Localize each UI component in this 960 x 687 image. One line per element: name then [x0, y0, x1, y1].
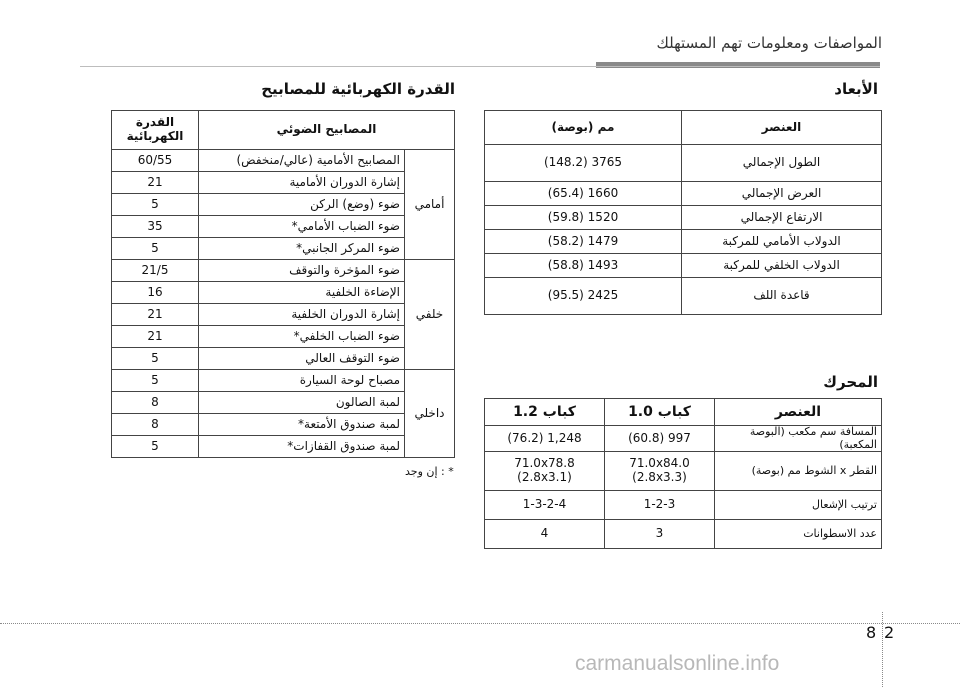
section-number: 2 [884, 623, 895, 642]
bulb-wattage: 8 [112, 414, 199, 436]
bulb-name: إشارة الدوران الخلفية [199, 304, 405, 326]
engine-spec-label: عدد الاسطوانات [715, 520, 882, 549]
engine-title: المحرك [823, 373, 878, 391]
dimension-value: 1520 (59.8) [485, 206, 682, 230]
dimension-value: 1493 (58.8) [485, 254, 682, 278]
table-row [485, 278, 882, 315]
table-row [112, 348, 455, 370]
footer-rule [0, 623, 960, 625]
bulb-wattage: 5 [112, 348, 199, 370]
watermark: carmanualsonline.info [575, 652, 780, 675]
bulbs-body [112, 111, 455, 458]
dimension-value: 2425 (95.5) [485, 278, 682, 315]
engine-table [484, 398, 882, 549]
header-bar [596, 62, 880, 68]
table-row [485, 145, 882, 182]
bulbs-title: القدرة الكهربائية للمصابيح [261, 80, 455, 98]
bulb-wattage: 21/5 [112, 260, 199, 282]
bulb-name: المصابيح الأمامية (عالي/منخفض) [199, 150, 405, 172]
bulb-name: لمبة صندوق الأمتعة* [199, 414, 405, 436]
engine-spec-value-a: 997 (60.8) [605, 426, 715, 452]
table-row [112, 216, 455, 238]
bulb-wattage-table [111, 110, 455, 458]
engine-spec-value-a: 1-2-3 [605, 491, 715, 520]
dimension-value: 1660 (65.4) [485, 182, 682, 206]
bulb-name: ضوء الضباب الخلفي* [199, 326, 405, 348]
bulb-wattage: 21 [112, 326, 199, 348]
bulb-group-label: أمامي [405, 150, 455, 260]
table-row [485, 206, 882, 230]
dims-col-item: العنصر [682, 111, 882, 145]
table-row [112, 304, 455, 326]
table-row [112, 150, 455, 172]
dimension-label: العرض الإجمالي [682, 182, 882, 206]
table-row [485, 520, 882, 549]
page-number: 8 [866, 623, 877, 642]
chapter-title: المواصفات ومعلومات تهم المستهلك [656, 34, 882, 52]
bulb-name: ضوء الضباب الأمامي* [199, 216, 405, 238]
bulb-group-label: داخلي [405, 370, 455, 458]
bulb-name: مصباح لوحة السيارة [199, 370, 405, 392]
dimensions-title: الأبعاد [834, 80, 878, 98]
dimension-label: الارتفاع الإجمالي [682, 206, 882, 230]
engine-spec-value-a: 3 [605, 520, 715, 549]
table-row [112, 392, 455, 414]
table-row [112, 370, 455, 392]
engine-spec-label: المسافة سم مكعب (البوصة المكعبة) [715, 426, 882, 452]
bulb-name: إشارة الدوران الأمامية [199, 172, 405, 194]
table-row [485, 452, 882, 491]
dims-col-value: مم (بوصة) [485, 111, 682, 145]
bulb-name: ضوء المؤخرة والتوقف [199, 260, 405, 282]
dimension-label: الدولاب الخلفي للمركبة [682, 254, 882, 278]
engine-spec-value-b: 71.0x78.8 (2.8x3.1) [485, 452, 605, 491]
bulb-wattage: 5 [112, 194, 199, 216]
table-row [112, 326, 455, 348]
dimension-label: قاعدة اللف [682, 278, 882, 315]
engine-spec-label: القطر x الشوط مم (بوصة) [715, 452, 882, 491]
bulb-wattage: 21 [112, 172, 199, 194]
table-row [112, 260, 455, 282]
table-row [112, 194, 455, 216]
engine-spec-value-b: 1,248 (76.2) [485, 426, 605, 452]
header-rule [80, 66, 880, 67]
engine-col-a: كباب 1.0 [605, 399, 715, 426]
table-row [112, 172, 455, 194]
bulb-group-label: خلفي [405, 260, 455, 370]
dimension-value: 3765 (148.2) [485, 145, 682, 182]
table-row [485, 491, 882, 520]
bulb-name: ضوء (وضع) الركن [199, 194, 405, 216]
bulb-name: ضوء المركر الجانبي* [199, 238, 405, 260]
engine-spec-label: ترتيب الإشعال [715, 491, 882, 520]
engine-spec-value-b: 4 [485, 520, 605, 549]
bulb-wattage: 21 [112, 304, 199, 326]
table-row [112, 282, 455, 304]
bulb-wattage: 5 [112, 238, 199, 260]
dimensions-table [484, 110, 882, 315]
bulb-name: ضوء التوقف العالي [199, 348, 405, 370]
table-row [485, 426, 882, 452]
engine-spec-value-b: 1-3-2-4 [485, 491, 605, 520]
dimension-value: 1479 (58.2) [485, 230, 682, 254]
dimension-label: الدولاب الأمامي للمركبة [682, 230, 882, 254]
bulb-name: لمبة الصالون [199, 392, 405, 414]
dims-header-row [485, 111, 882, 145]
bulb-wattage: 5 [112, 370, 199, 392]
dimension-label: الطول الإجمالي [682, 145, 882, 182]
bulb-wattage: 35 [112, 216, 199, 238]
table-row [485, 254, 882, 278]
bulb-wattage: 8 [112, 392, 199, 414]
engine-spec-value-a: 71.0x84.0 (2.8x3.3) [605, 452, 715, 491]
table-row [485, 230, 882, 254]
bulbs-col-bulb: المصابيح الضوئي [199, 111, 455, 150]
dims-body [485, 111, 882, 315]
bulb-wattage: 60/55 [112, 150, 199, 172]
engine-col-b: كباب 1.2 [485, 399, 605, 426]
table-row [112, 414, 455, 436]
engine-body [485, 399, 882, 549]
bulb-name: لمبة صندوق القفازات* [199, 436, 405, 458]
bulbs-col-watt: القدرة الكهربائية [112, 111, 199, 150]
engine-header-row [485, 399, 882, 426]
bulb-wattage: 5 [112, 436, 199, 458]
bulb-wattage: 16 [112, 282, 199, 304]
table-row [485, 182, 882, 206]
bulbs-header-row [112, 111, 455, 150]
availability-note: * : إن وجد [405, 465, 454, 478]
table-row [112, 238, 455, 260]
bulb-name: الإضاءة الخلفية [199, 282, 405, 304]
table-row [112, 436, 455, 458]
engine-col-item: العنصر [715, 399, 882, 426]
